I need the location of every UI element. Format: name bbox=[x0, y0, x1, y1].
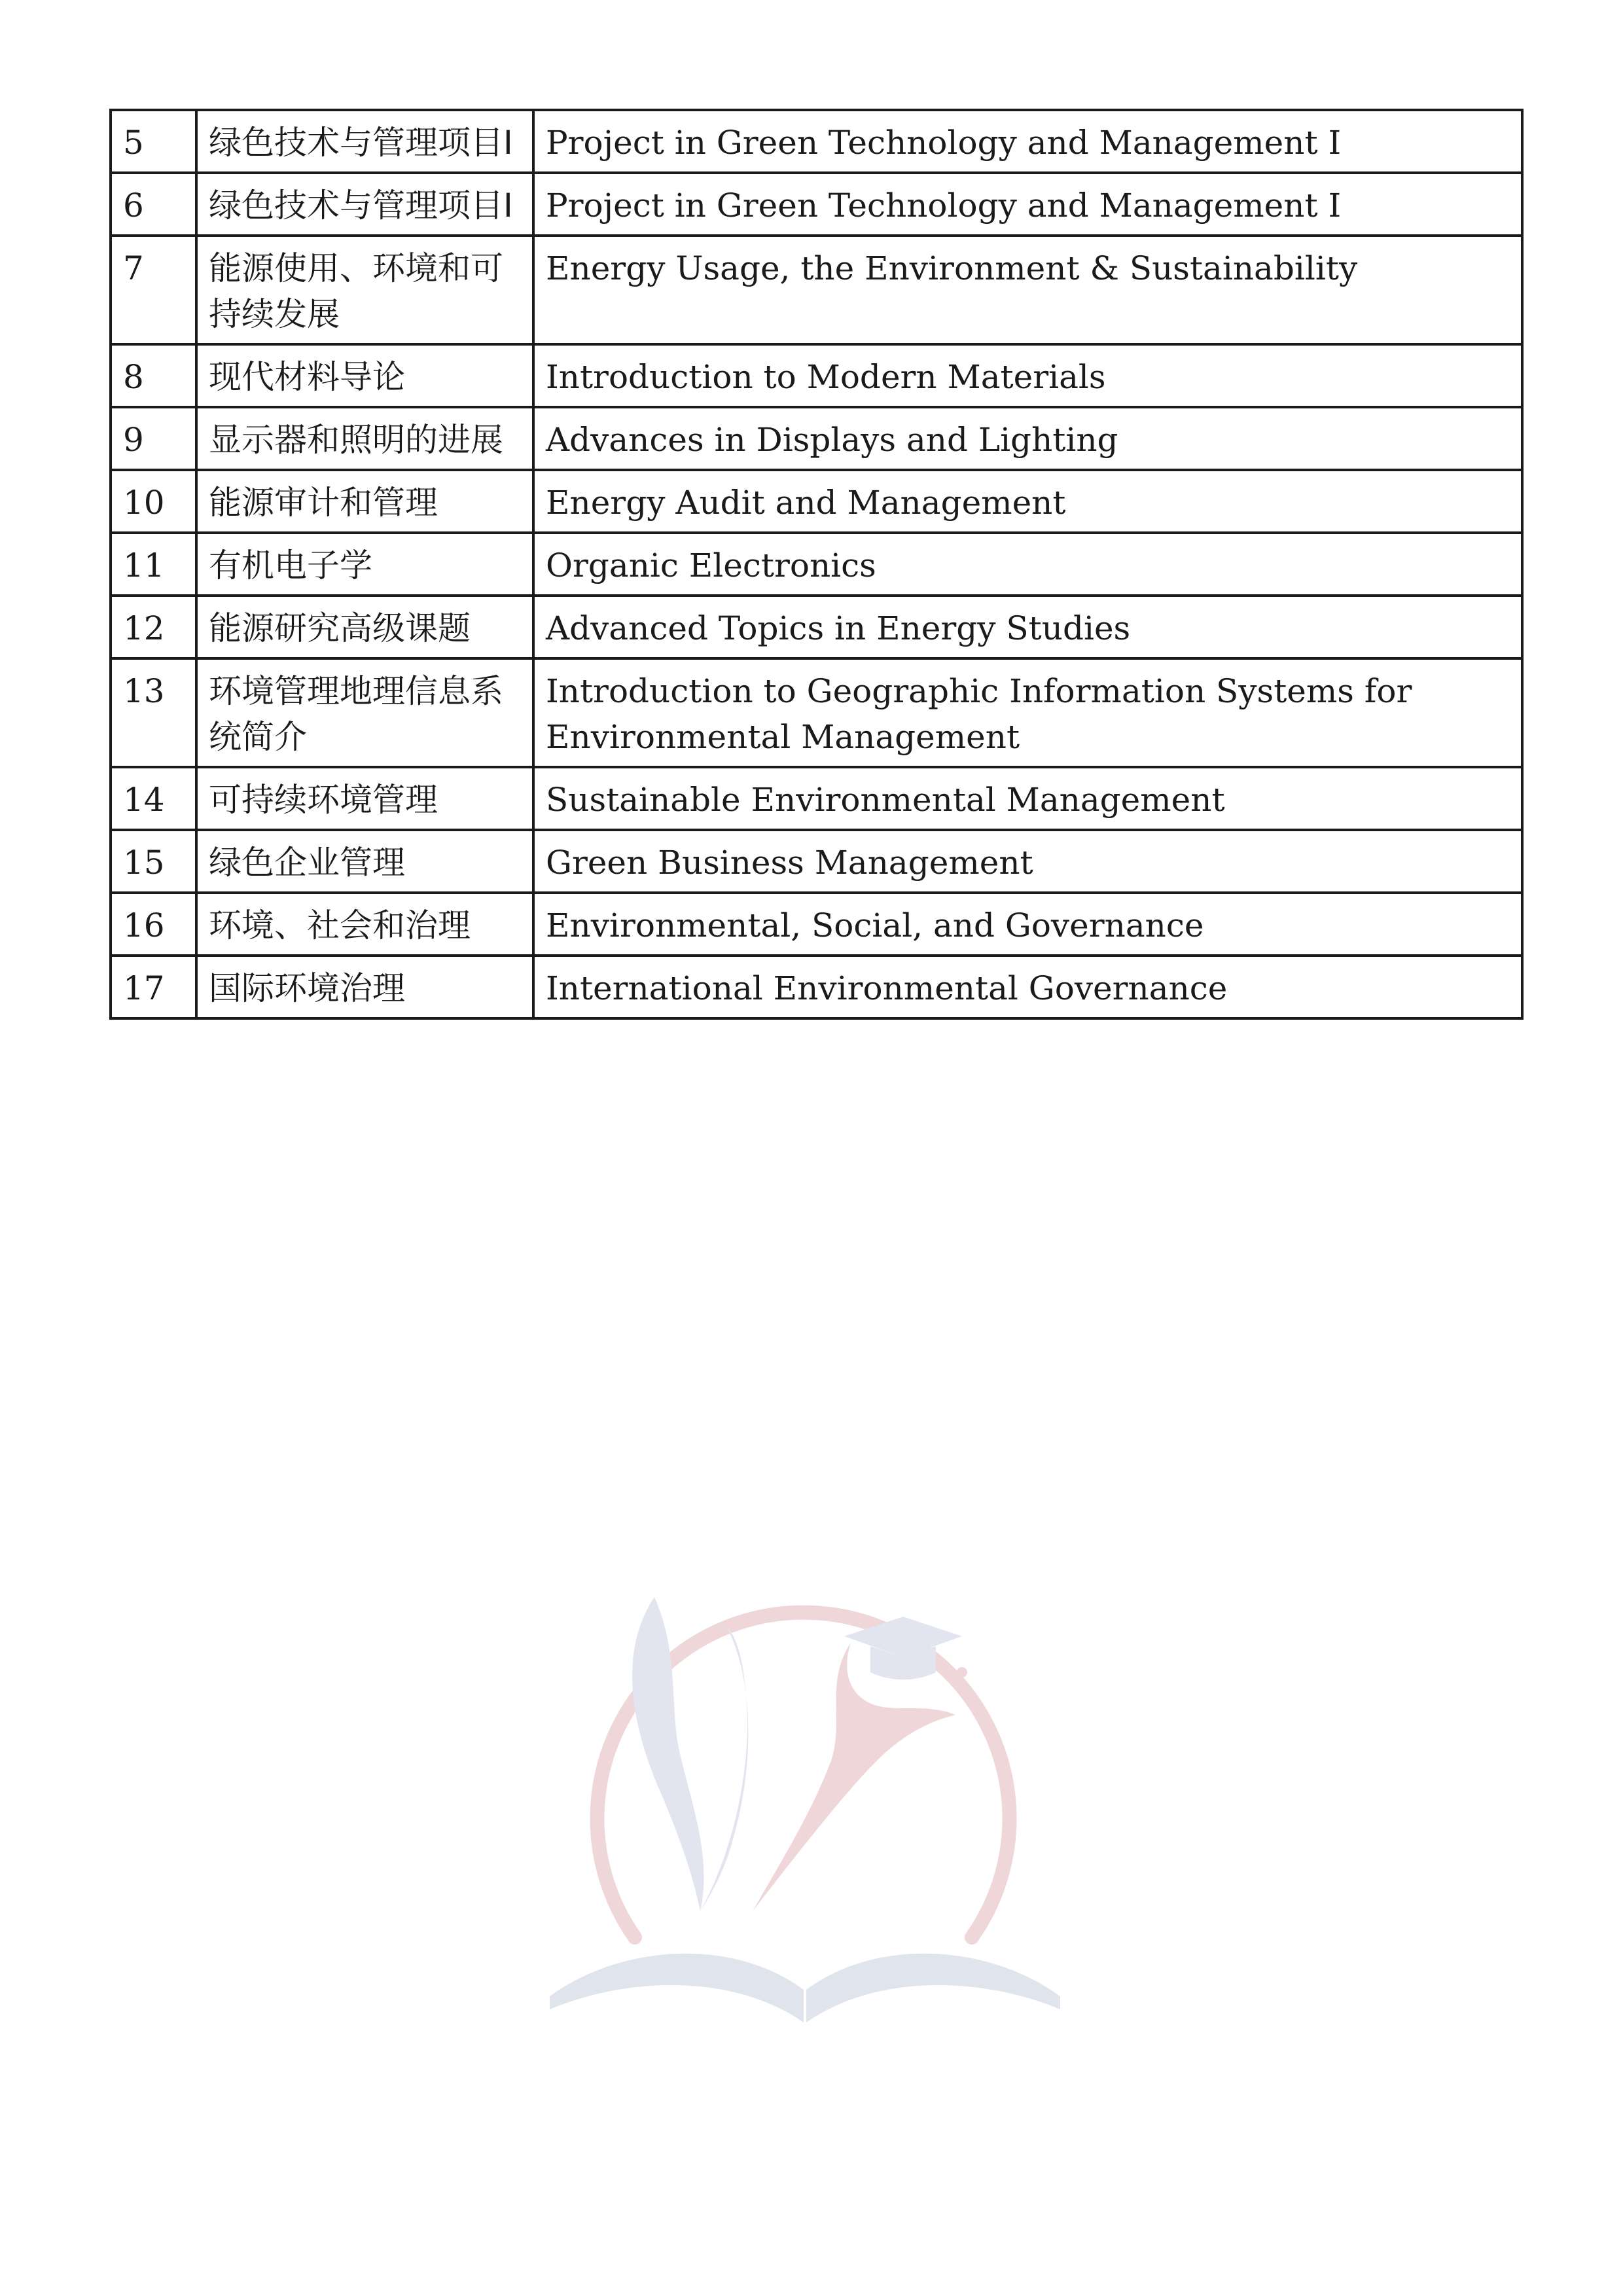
course-chinese-name-cell: 现代材料导论 bbox=[196, 344, 533, 407]
table-row bbox=[111, 407, 1522, 470]
course-number-cell: 6 bbox=[111, 173, 196, 236]
course-english-name-cell: Energy Usage, the Environment & Sustainability bbox=[533, 236, 1522, 344]
course-chinese-name-cell: 能源审计和管理 bbox=[196, 470, 533, 533]
course-number-cell: 15 bbox=[111, 830, 196, 893]
course-chinese-name-cell: 能源研究高级课题 bbox=[196, 596, 533, 658]
table-row bbox=[111, 110, 1522, 173]
course-number-cell: 9 bbox=[111, 407, 196, 470]
school-logo-watermark-icon bbox=[537, 1486, 1073, 2036]
course-english-name-cell: International Environmental Governance bbox=[533, 956, 1522, 1018]
table-row bbox=[111, 830, 1522, 893]
watermark-cap-tassel bbox=[957, 1667, 967, 1677]
table-row bbox=[111, 893, 1522, 956]
course-english-name-cell: Environmental, Social, and Governance bbox=[533, 893, 1522, 956]
watermark-book-left-page bbox=[550, 1954, 804, 2022]
course-number-cell: 7 bbox=[111, 236, 196, 344]
course-number-cell: 12 bbox=[111, 596, 196, 658]
course-number-cell: 8 bbox=[111, 344, 196, 407]
course-english-name-cell: Project in Green Technology and Management I bbox=[533, 110, 1522, 173]
table-row bbox=[111, 236, 1522, 344]
course-chinese-name-cell: 绿色技术与管理项目I bbox=[196, 173, 533, 236]
course-english-name-cell: Sustainable Environmental Management bbox=[533, 767, 1522, 830]
table-row bbox=[111, 956, 1522, 1018]
table-row bbox=[111, 658, 1522, 767]
course-chinese-name-cell: 有机电子学 bbox=[196, 533, 533, 596]
course-number-cell: 14 bbox=[111, 767, 196, 830]
table-row bbox=[111, 470, 1522, 533]
course-number-cell: 16 bbox=[111, 893, 196, 956]
course-english-name-cell: Green Business Management bbox=[533, 830, 1522, 893]
table-row bbox=[111, 344, 1522, 407]
course-english-name-cell: Energy Audit and Management bbox=[533, 470, 1522, 533]
course-english-name-cell: Project in Green Technology and Management I bbox=[533, 173, 1522, 236]
course-english-name-cell: Advanced Topics in Energy Studies bbox=[533, 596, 1522, 658]
course-number-cell: 13 bbox=[111, 658, 196, 767]
course-chinese-name-cell: 可持续环境管理 bbox=[196, 767, 533, 830]
course-chinese-name-cell: 绿色技术与管理项目I bbox=[196, 110, 533, 173]
table-row bbox=[111, 596, 1522, 658]
watermark-book-right-page bbox=[806, 1954, 1060, 2022]
course-chinese-name-cell: 环境、社会和治理 bbox=[196, 893, 533, 956]
course-chinese-name-cell: 绿色企业管理 bbox=[196, 830, 533, 893]
watermark-figure-right bbox=[753, 1643, 955, 1911]
course-english-name-cell: Introduction to Geographic Information Systems for Environmental Management bbox=[533, 658, 1522, 767]
course-number-cell: 5 bbox=[111, 110, 196, 173]
course-chinese-name-cell: 国际环境治理 bbox=[196, 956, 533, 1018]
course-number-cell: 10 bbox=[111, 470, 196, 533]
course-number-cell: 17 bbox=[111, 956, 196, 1018]
course-english-name-cell: Organic Electronics bbox=[533, 533, 1522, 596]
course-chinese-name-cell: 显示器和照明的进展 bbox=[196, 407, 533, 470]
course-number-cell: 11 bbox=[111, 533, 196, 596]
course-table-body bbox=[111, 110, 1522, 1018]
course-chinese-name-cell: 环境管理地理信息系统简介 bbox=[196, 658, 533, 767]
course-english-name-cell: Introduction to Modern Materials bbox=[533, 344, 1522, 407]
table-row bbox=[111, 173, 1522, 236]
course-table bbox=[109, 109, 1524, 1020]
table-row bbox=[111, 767, 1522, 830]
course-english-name-cell: Advances in Displays and Lighting bbox=[533, 407, 1522, 470]
watermark-figure-middle bbox=[700, 1626, 748, 1911]
course-chinese-name-cell: 能源使用、环境和可持续发展 bbox=[196, 236, 533, 344]
table-row bbox=[111, 533, 1522, 596]
